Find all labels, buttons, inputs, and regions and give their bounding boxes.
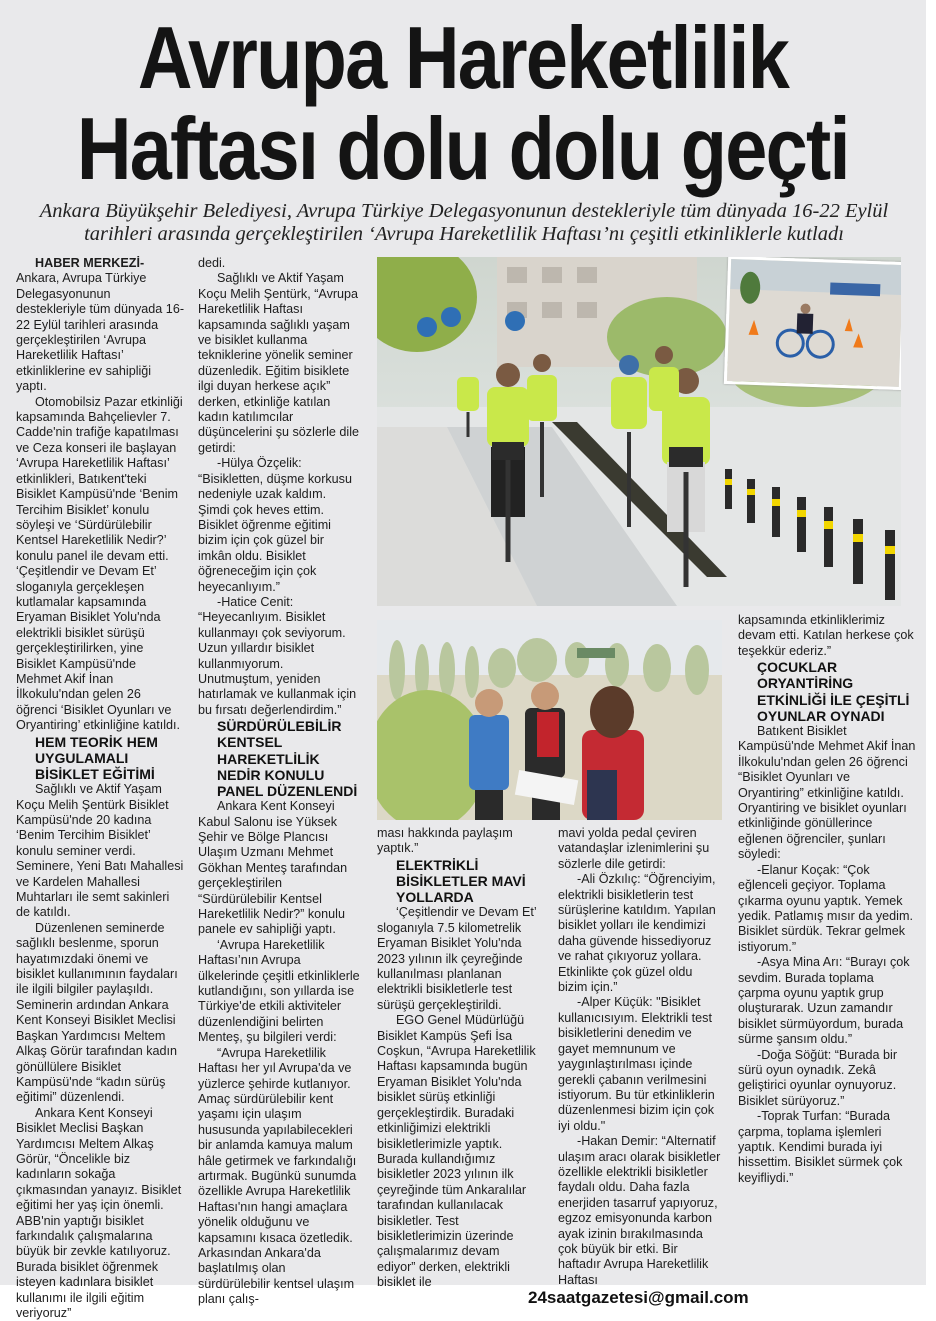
quote-paragraph: -Elanur Koçak: “Çok eğlenceli geçiyor. Toplama çıkarma oyunu yaptık. Yemek yedik. Patlamış mısır da yedim. Bisiklet sürdük. Tekrar gelmek istiyorum.” [738, 862, 913, 954]
paragraph: ‘Çeşitlendir ve Devam Et’ sloganıyla 7.5 kilometrelik Eryaman Bisiklet Yolu'nda 2023 yılının ilk çeyreğinde kullanılması planlanan elektrikli bisikletlerle test sürüşü gerçekleştirildi. [377, 905, 537, 1012]
headline-line-1-wrap [0, 8, 926, 107]
canopy [830, 283, 880, 297]
article-column-4 [558, 826, 723, 1288]
article-column-2 [198, 256, 360, 1308]
section-heading: ELEKTRİKLİ BİSİKLETLER MAVİ YOLLARDA [396, 856, 526, 906]
subheadline: Ankara Büyükşehir Belediyesi, Avrupa Türkiye Delegasyonunun destekleriyle tüm dünyada 16-22 Eylül tarihleri arasında gerçekleştirilen ‘Avrupa Hareketlilik Haftası’nı çeşitli etkinliklerle kutladı [39, 200, 889, 245]
bike-sign-icon [505, 311, 525, 331]
paragraph: dedi. [198, 256, 226, 270]
paragraph: Düzenlenen seminerde sağlıklı beslenme, sporun hayatımızdaki önemi ve bisiklet kullanımının faydaları ile ilgili bilgiler paylaşıldı. Seminerin ardından Ankara Kent Konseyi Bisiklet Meclisi Başkan Yardımcısı Meltem Alkaş Görür tarafından kadın gönüllülere Bisiklet Kampüsü'nde “kadın sürüş eğitimi” düzenlendi. [16, 920, 178, 1105]
headline-line-2: Haftası dolu dolu geçti [77, 99, 849, 198]
paragraph: Otomobilsiz Pazar etkinliği kapsamında Bahçelievler 7. Cadde'nin trafiğe kapatılması ve Ceza konseri ile başlayan ‘Avrupa Hareketlilik Haftası’ etkinlikleri, Batıkent'teki Bisiklet Kampüsü'nde ‘Benim Tercihim Bisiklet’ konulu söyleşi ve ‘Sürdürülebilir Kentsel Hareketlilik Nedir?’ konulu panel ile devam etti. ‘Çeşitlendir ve Devam Et’ sloganıyla gerçekleşen kutlamalar kapsamında Eryaman Bisiklet Yolu'nda elektrikli bisiklet sürüşü gerçekleştirilirken, yine Bisiklet Kampüsü'nde Mehmet Akif İnan İlkokulu'ndan gelen 26 öğrenci ‘Bisiklet Oyunları ve Oryantiring’ etkinliğine katıldı. [16, 394, 183, 733]
headline-line-1: Avrupa Hareketlilik [137, 8, 789, 107]
quote-paragraph: -Asya Mina Arı: “Burayı çok sevdim. Burada toplama çarpma oyunu yaptık grup oluşturarak. Uzun zamandır bisiklet sürmüyordum, burada sürme şansım oldu.” [738, 955, 910, 1047]
footer-email: 24saatgazetesi@gmail.com [528, 1288, 749, 1307]
kiosk [577, 648, 615, 658]
paragraph: Ankara Kent Konseyi Bisiklet Meclisi Başkan Yardımcısı Meltem Alkaş Görür, “Öncelikle biz kadınların sokağa çıkmasından yanayız. Bisiklet eğitimi her yaş için önemli. ABB'nin yaptığı bisiklet farkındalık çalışmalarına büyük bir zevkle katılıyoruz. Burada bisiklet öğrenmek isteyen kadınlara bisiklet kullanımı ile ilgili eğitim veriyoruz” [16, 1105, 182, 1321]
paragraph: kapsamında etkinliklerimiz devam etti. Katılan herkese çok teşekkür ederiz.” [738, 613, 914, 658]
paragraph: Ankara Kent Konseyi Kabul Salonu ise Yüksek Şehir ve Bölge Plancısı Ulaşım Uzmanı Mehmet Gökhan Menteş tarafından gerçekleştirilen “Sürdürülebilir Kentsel Hareketlilik Nedir?” konulu panele ev sahipliği yaptı. [198, 799, 348, 937]
quote-paragraph: -Alper Küçük: "Bisiklet kullanıcısıyım. Elektrikli test bisikletlerini denedim ve gayet memnunum ve yaygınlaştırılması içinde gerekli çabanın verilmesini istiyorum. Bu tür etkinliklerin düzenlenmesi bizim için çok iyi oldu." [558, 995, 715, 1133]
lead-paragraph [16, 256, 184, 395]
paragraph: Sağlıklı ve Aktif Yaşam Koçu Melih Şentürk, “Avrupa Hareketlilik Haftası kapsamında sağlıklı yaşam ve bisiklet kullanma tekniklerine yönelik seminer düzenledik. Eğitim bisiklete ilgi duyan herkese açık” derken, etkinliğe katılan kadın katılımcılar düşüncelerini şu sözlerle dile getirdi: [198, 271, 360, 455]
quote-paragraph: -Hakan Demir: “Alternatif ulaşım aracı olarak bisikletler özellikle elektrikli bisikletler faydalı oldu. Daha fazla enerjiden tasarruf yapıyoruz, egzoz emisyonunda karbon ayak izinin bırakılmasında çok büyük bir etki. Bir haftadır Avrupa Hareketlilik Haftası [558, 1134, 721, 1287]
lead-text: Ankara, Avrupa Türkiye Delegasyonunun destekleriyle tüm dünyada 16-22 Eylül tarihleri arasında gerçekleştirilen ‘Avrupa Hareketlilik Haftası’ etkinliklerine ev sahipliği yaptı. [16, 271, 185, 394]
photo-children-orienteering [377, 620, 722, 820]
paragraph: Batıkent Bisiklet Kampüsü'nde Mehmet Akif İnan İlkokulu'ndan gelen 26 öğrenci “Bisiklet Oyunları ve Oryantiring” etkinliğine katıldı. Oryantiring ve bisiklet oyunları etkinliğinde gönüllerince eğlenen öğrenciler, şunları söyledi: [738, 724, 916, 862]
section-heading: ÇOCUKLAR ORYANTİRİNG ETKİNLİĞİ İLE ÇEŞİTLİ OYUNLAR OYNADI [757, 659, 910, 724]
dateline: HABER MERKEZİ- [35, 256, 145, 270]
quote-paragraph: “Avrupa Hareketlilik Haftası her yıl Avrupa'da ve yüzlerce şehirde kutlanıyor. Amaç sürdürülebilir kent yaşamı için ulaşım hususunda yapılabilecekleri bir anlamda kamuya malum hâle getirmek ve farkındalığı artırmak. Bugünkü sunumda özellikle Avrupa Hareketlilik Haftası'nın hangi amaçlara yönelik olduğunu ve kapsamını kısaca özetledik. Arkasından Ankara'da başlatılmış olan sürdürülebilir kentsel ulaşım planı çalış- [198, 1045, 357, 1307]
section-heading: SÜRDÜRÜLEBİLİR KENTSEL HAREKETLİLİK NEDİR KONULU PANEL DÜZENLENDİ [217, 718, 358, 799]
paragraph: EGO Genel Müdürlüğü Bisiklet Kampüs Şefi İsa Coşkun, “Avrupa Hareketlilik Haftası kapsamında bugün Eryaman Bisiklet Yolu'nda bisiklet sürüş etkinliği gerçekleştirdik. Buradaki etkinliğimizi elektrikli bisikletlerimizle yaptık. Burada kullandığımız bisikletler 2023 yılının ilk çeyreğinde tüm Ankaralılar tarafından kullanılacak bisikletler. Test bisikletlerimizin üzerinde çalışmalarımız devam ediyor” derken, elektrikli bisiklet ile [377, 1013, 536, 1290]
quote-paragraph: -Doğa Söğüt: “Burada bir sürü oyun oynadık. Zekâ geliştirici oyunlar oynuyoruz. Bisiklet sürüyoruz.” [738, 1047, 898, 1108]
children-image [377, 620, 722, 820]
paragraph: ması hakkında paylaşım yaptık.” [377, 826, 513, 856]
paragraph: mavi yolda pedal çeviren vatandaşlar izlenimlerini şu sözlerle dile getirdi: [558, 826, 710, 871]
headline-line-2-wrap [0, 99, 926, 198]
child-cycling-image [727, 259, 901, 387]
quote-paragraph: -Hatice Cenit: “Heyecanlıyım. Bisiklet kullanmayı çok seviyorum. Uzun yıllardır bisiklet kullanmıyorum. Unutmuştum, yeniden hatırlamak ve kullanmak için bu fırsatı değerlendirdim.” [198, 594, 357, 717]
quote-paragraph: -Hülya Özçelik: “Bisikletten, düşme korkusu nedeniyle uzak kaldım. Şimdi çok heves ettim. Bisiklet öğrenme eğitimi bizim için çok güzel bir imkân oldu. Bisiklet öğreneceğim için çok heyecanlıyım.” [198, 456, 352, 594]
quote-paragraph: -Ali Özkılıç: “Öğrenciyim, elektrikli bisikletlerin test sürüşlerine katıldım. Yapılan bisiklet yolları ile kendimizi daha güvende hissediyoruz ve rahat çıkıyoruz yollara. Etkinlikte çok güzel oldu bizim için.” [558, 872, 716, 995]
child-rider [797, 313, 814, 334]
bike-sign-icon [441, 307, 461, 327]
article-column-5 [738, 613, 916, 1186]
quote-paragraph: -Toprak Turfan: “Burada çarpma, toplama işlemleri yaptık. Kendimi burada iyi hissettim. Bisiklet sürmek çok keyifliydi.” [738, 1109, 903, 1185]
article-column-3 [377, 826, 537, 1291]
article-column-1 [16, 256, 184, 1321]
section-heading: HEM TEORİK HEM UYGULAMALI BİSİKLET EĞİTİMİ [35, 733, 158, 782]
photo-cyclists-bike-lane [377, 257, 901, 606]
paragraph: ‘Avrupa Hareketlilik Haftası’nın Avrupa ülkelerinde çeşitli etkinliklerle kutlandığını, son yıllarda ise Türkiye'de etkili aktiviteler düzenlendiğini belirten Menteş, şu bilgileri verdi: [198, 937, 360, 1045]
bike-sign-icon [417, 317, 437, 337]
paragraph: Sağlıklı ve Aktif Yaşam Koçu Melih Şentürk Bisiklet Kampüsü'nde 20 kadına ‘Benim Tercihim Bisiklet’ konulu seminer verdi. Seminere, Yeni Batı Mahallesi ve Kardelen Mahallesi Muhtarları ile semt sakinleri de katıldı. [16, 782, 184, 920]
inset-photo-child-cycling [724, 257, 901, 390]
